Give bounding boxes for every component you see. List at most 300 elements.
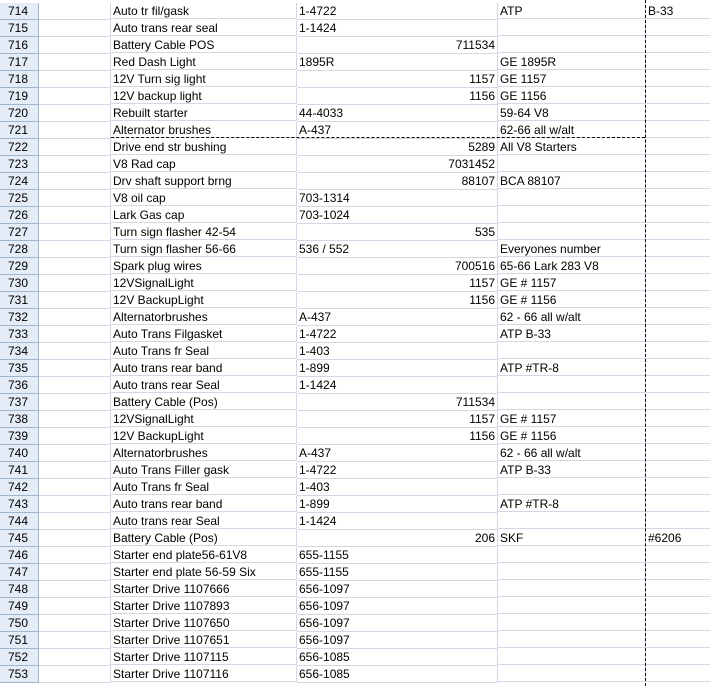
cell-a[interactable] xyxy=(39,445,111,462)
cell-cross-reference[interactable] xyxy=(498,615,646,631)
cell-a[interactable] xyxy=(39,479,111,496)
cell-extra[interactable] xyxy=(646,615,710,631)
cell-cross-reference[interactable]: GE # 1157 xyxy=(498,275,646,291)
cell-part-number[interactable] xyxy=(297,207,498,224)
row-header[interactable]: 746 xyxy=(0,547,39,564)
table-row xyxy=(0,496,710,513)
row-header[interactable]: 720 xyxy=(0,105,39,122)
cell-extra[interactable] xyxy=(646,224,710,240)
cell-extra[interactable] xyxy=(646,394,710,410)
cell-cross-reference[interactable] xyxy=(498,156,646,172)
row-header[interactable]: 737 xyxy=(0,394,39,411)
cell-extra[interactable] xyxy=(646,122,710,138)
cell-a[interactable] xyxy=(39,428,111,445)
cell-a[interactable] xyxy=(39,530,111,547)
cell-extra[interactable] xyxy=(646,513,710,529)
cell-extra[interactable] xyxy=(646,241,710,257)
cell-cross-reference[interactable] xyxy=(498,666,646,682)
cell-extra[interactable] xyxy=(646,190,710,206)
cell-a[interactable] xyxy=(39,258,111,275)
cell-extra[interactable] xyxy=(646,598,710,614)
cell-description[interactable]: Starter Drive 1107893 xyxy=(111,598,297,614)
row-header[interactable]: 734 xyxy=(0,343,39,360)
table-row xyxy=(0,71,710,88)
row-header[interactable]: 717 xyxy=(0,54,39,71)
cell-part-number[interactable] xyxy=(297,309,498,326)
cell-extra[interactable] xyxy=(646,139,710,155)
row-header[interactable]: 721 xyxy=(0,122,39,139)
cell-part-number[interactable] xyxy=(297,649,498,666)
part-number-value: 711534 xyxy=(455,38,495,52)
cell-description[interactable]: 12V BackupLight xyxy=(111,292,297,308)
cell-description[interactable]: Drv shaft support brng xyxy=(111,173,297,189)
table-row xyxy=(0,20,710,37)
table-row xyxy=(0,564,710,581)
cell-description[interactable]: V8 oil cap xyxy=(111,190,297,206)
cell-part-number[interactable] xyxy=(297,360,498,377)
row-header[interactable]: 730 xyxy=(0,275,39,292)
cell-description[interactable]: 12V backup light xyxy=(111,88,297,104)
cell-part-number[interactable] xyxy=(297,173,498,190)
cell-part-number[interactable] xyxy=(297,428,498,445)
row-header[interactable]: 728 xyxy=(0,241,39,258)
cell-description[interactable]: Battery Cable POS xyxy=(111,37,297,53)
cell-part-number[interactable] xyxy=(297,156,498,173)
cell-cross-reference[interactable] xyxy=(498,377,646,393)
cell-a[interactable] xyxy=(39,54,111,71)
cell-cross-reference[interactable] xyxy=(498,598,646,614)
cell-a[interactable] xyxy=(39,564,111,581)
cell-description[interactable]: 12V BackupLight xyxy=(111,428,297,444)
table-row xyxy=(0,241,710,258)
table-row xyxy=(0,156,710,173)
row-header[interactable]: 725 xyxy=(0,190,39,207)
cell-part-number[interactable] xyxy=(297,598,498,615)
cell-extra[interactable] xyxy=(646,564,710,580)
cell-a[interactable] xyxy=(39,275,111,292)
row-header[interactable]: 732 xyxy=(0,309,39,326)
cell-a[interactable] xyxy=(39,377,111,394)
row-header[interactable]: 733 xyxy=(0,326,39,343)
cell-cross-reference[interactable]: SKF xyxy=(498,530,646,546)
table-row xyxy=(0,445,710,462)
table-row xyxy=(0,37,710,54)
part-number-text xyxy=(297,140,299,154)
cell-a[interactable] xyxy=(39,122,111,139)
part-number-text: A-437 xyxy=(299,446,332,460)
cell-a[interactable] xyxy=(39,581,111,598)
cell-cross-reference[interactable]: GE 1895R xyxy=(498,54,646,70)
row-header[interactable]: 727 xyxy=(0,224,39,241)
cell-cross-reference[interactable] xyxy=(498,649,646,665)
cell-a[interactable] xyxy=(39,71,111,88)
part-number-text: 1-403 xyxy=(299,480,330,494)
cell-description[interactable]: Turn sign flasher 42-54 xyxy=(111,224,297,240)
cell-extra[interactable] xyxy=(646,156,710,172)
row-header[interactable]: 714 xyxy=(0,3,39,20)
cell-description[interactable]: Auto Trans fr Seal xyxy=(111,479,297,495)
cell-a[interactable] xyxy=(39,496,111,513)
row-header[interactable]: 716 xyxy=(0,37,39,54)
cell-part-number[interactable] xyxy=(297,377,498,394)
cell-extra[interactable] xyxy=(646,326,710,342)
cell-part-number[interactable] xyxy=(297,20,498,37)
cell-description[interactable]: Rebuilt starter xyxy=(111,105,297,121)
cell-part-number[interactable] xyxy=(297,411,498,428)
cell-a[interactable] xyxy=(39,173,111,190)
cell-cross-reference[interactable]: 65-66 Lark 283 V8 xyxy=(498,258,646,274)
cell-a[interactable] xyxy=(39,343,111,360)
table-row xyxy=(0,479,710,496)
cell-description[interactable]: Alternatorbrushes xyxy=(111,445,297,461)
part-number-text xyxy=(297,531,299,545)
cell-part-number[interactable] xyxy=(297,581,498,598)
cell-a[interactable] xyxy=(39,649,111,666)
cell-extra[interactable] xyxy=(646,411,710,427)
table-row xyxy=(0,224,710,241)
cell-extra[interactable] xyxy=(646,258,710,274)
cell-part-number[interactable] xyxy=(297,632,498,649)
row-header[interactable]: 724 xyxy=(0,173,39,190)
cell-a[interactable] xyxy=(39,241,111,258)
part-number-text xyxy=(297,412,299,426)
cell-description[interactable]: Starter Drive 1107651 xyxy=(111,632,297,648)
cell-description[interactable]: V8 Rad cap xyxy=(111,156,297,172)
row-header[interactable]: 744 xyxy=(0,513,39,530)
cell-description[interactable]: Auto tr fil/gask xyxy=(111,3,297,19)
cell-cross-reference[interactable]: ATP #TR-8 xyxy=(498,360,646,376)
cell-part-number[interactable] xyxy=(297,275,498,292)
cell-extra[interactable] xyxy=(646,496,710,512)
row-header[interactable]: 715 xyxy=(0,20,39,37)
cell-a[interactable] xyxy=(39,292,111,309)
cell-extra[interactable] xyxy=(646,20,710,36)
part-number-value: 88107 xyxy=(461,174,495,188)
part-number-text xyxy=(297,72,299,86)
cell-extra[interactable] xyxy=(646,479,710,495)
part-number-text: 655-1155 xyxy=(299,548,349,562)
part-number-text: 1-1424 xyxy=(299,378,337,392)
cell-a[interactable] xyxy=(39,666,111,683)
cell-a[interactable] xyxy=(39,207,111,224)
cell-cross-reference[interactable] xyxy=(498,343,646,359)
row-header[interactable]: 735 xyxy=(0,360,39,377)
cell-extra[interactable] xyxy=(646,377,710,393)
row-header[interactable]: 723 xyxy=(0,156,39,173)
row-header[interactable]: 747 xyxy=(0,564,39,581)
cell-a[interactable] xyxy=(39,105,111,122)
part-number-text: 656-1097 xyxy=(299,633,350,647)
part-number-value: 1157 xyxy=(469,276,495,290)
cell-cross-reference[interactable] xyxy=(498,547,646,563)
part-number-text: 1-1424 xyxy=(299,514,337,528)
cell-part-number[interactable] xyxy=(297,547,498,564)
cell-cross-reference[interactable]: 62 - 66 all w/alt xyxy=(498,309,646,325)
cell-description[interactable]: Spark plug wires xyxy=(111,258,297,274)
cell-part-number[interactable] xyxy=(297,326,498,343)
cell-extra[interactable] xyxy=(646,275,710,291)
cell-description[interactable]: Battery Cable (Pos) xyxy=(111,530,297,546)
cell-a[interactable] xyxy=(39,309,111,326)
cell-a[interactable] xyxy=(39,598,111,615)
part-number-text xyxy=(297,157,299,171)
cell-extra[interactable]: #6206 xyxy=(646,530,710,546)
cell-cross-reference[interactable]: ATP B-33 xyxy=(498,326,646,342)
cell-extra[interactable] xyxy=(646,649,710,665)
table-row xyxy=(0,581,710,598)
cell-description[interactable]: Alternatorbrushes xyxy=(111,309,297,325)
cell-description[interactable]: Auto Trans Filgasket xyxy=(111,326,297,342)
cell-part-number[interactable] xyxy=(297,666,498,683)
cell-part-number[interactable] xyxy=(297,105,498,122)
cell-part-number[interactable] xyxy=(297,462,498,479)
cell-description[interactable]: Auto trans rear band xyxy=(111,360,297,376)
page-break-horizontal xyxy=(111,137,645,138)
cell-cross-reference[interactable] xyxy=(498,20,646,36)
cell-a[interactable] xyxy=(39,156,111,173)
cell-extra[interactable] xyxy=(646,105,710,121)
part-number-text: 44-4033 xyxy=(299,106,344,120)
part-number-value: 535 xyxy=(474,225,495,239)
row-header[interactable]: 726 xyxy=(0,207,39,224)
cell-cross-reference[interactable] xyxy=(498,190,646,206)
cell-a[interactable] xyxy=(39,326,111,343)
cell-a[interactable] xyxy=(39,190,111,207)
cell-cross-reference[interactable]: ATP #TR-8 xyxy=(498,496,646,512)
cell-cross-reference[interactable]: Everyones number xyxy=(498,241,646,257)
cell-a[interactable] xyxy=(39,547,111,564)
row-header[interactable]: 718 xyxy=(0,71,39,88)
cell-a[interactable] xyxy=(39,411,111,428)
table-row xyxy=(0,326,710,343)
cell-cross-reference[interactable] xyxy=(498,479,646,495)
cell-part-number[interactable] xyxy=(297,564,498,581)
row-header[interactable]: 729 xyxy=(0,258,39,275)
cell-part-number[interactable] xyxy=(297,3,498,20)
cell-description[interactable]: Auto trans rear Seal xyxy=(111,513,297,529)
cell-cross-reference[interactable]: ATP xyxy=(498,3,646,19)
table-row xyxy=(0,88,710,105)
table-row xyxy=(0,292,710,309)
table-row xyxy=(0,275,710,292)
cell-extra[interactable] xyxy=(646,173,710,189)
cell-a[interactable] xyxy=(39,513,111,530)
part-number-text xyxy=(297,395,299,409)
cell-cross-reference[interactable] xyxy=(498,394,646,410)
cell-cross-reference[interactable] xyxy=(498,37,646,53)
part-number-value: 711534 xyxy=(455,395,495,409)
row-header[interactable]: 741 xyxy=(0,462,39,479)
row-header[interactable]: 743 xyxy=(0,496,39,513)
cell-description[interactable]: Starter end plate56-61V8 xyxy=(111,547,297,563)
part-number-text: 656-1097 xyxy=(299,582,350,596)
cell-extra[interactable] xyxy=(646,581,710,597)
row-header[interactable]: 748 xyxy=(0,581,39,598)
cell-extra[interactable] xyxy=(646,207,710,223)
cell-part-number[interactable] xyxy=(297,139,498,156)
cell-description[interactable]: Auto trans rear seal xyxy=(111,20,297,36)
cell-part-number[interactable] xyxy=(297,530,498,547)
table-row xyxy=(0,428,710,445)
cell-description[interactable]: Drive end str bushing xyxy=(111,139,297,155)
row-header[interactable]: 751 xyxy=(0,632,39,649)
cell-cross-reference[interactable] xyxy=(498,581,646,597)
cell-description[interactable]: Alternator brushes xyxy=(111,122,297,138)
cell-part-number[interactable] xyxy=(297,224,498,241)
cell-a[interactable] xyxy=(39,139,111,156)
table-row xyxy=(0,377,710,394)
cell-a[interactable] xyxy=(39,394,111,411)
cell-part-number[interactable] xyxy=(297,241,498,258)
cell-part-number[interactable] xyxy=(297,479,498,496)
row-header[interactable]: 739 xyxy=(0,428,39,445)
cell-description[interactable]: Starter Drive 1107650 xyxy=(111,615,297,631)
cell-cross-reference[interactable] xyxy=(498,513,646,529)
cell-cross-reference[interactable]: GE 1156 xyxy=(498,88,646,104)
cell-a[interactable] xyxy=(39,20,111,37)
cell-description[interactable]: Auto trans rear Seal xyxy=(111,377,297,393)
row-header[interactable]: 731 xyxy=(0,292,39,309)
part-number-text xyxy=(297,276,299,290)
cell-cross-reference[interactable]: GE 1157 xyxy=(498,71,646,87)
table-row xyxy=(0,54,710,71)
cell-a[interactable] xyxy=(39,462,111,479)
part-number-text xyxy=(297,259,299,273)
part-number-text: 1-899 xyxy=(299,497,330,511)
cell-part-number[interactable] xyxy=(297,445,498,462)
cell-description[interactable]: 12VSignalLight xyxy=(111,275,297,291)
cell-cross-reference[interactable]: ATP B-33 xyxy=(498,462,646,478)
part-number-text: A-437 xyxy=(299,123,332,137)
cell-extra[interactable] xyxy=(646,54,710,70)
row-header[interactable]: 738 xyxy=(0,411,39,428)
row-header[interactable]: 752 xyxy=(0,649,39,666)
cell-description[interactable]: Lark Gas cap xyxy=(111,207,297,223)
cell-a[interactable] xyxy=(39,360,111,377)
cell-extra[interactable] xyxy=(646,632,710,648)
part-number-text: 656-1085 xyxy=(299,667,350,681)
cell-description[interactable]: Starter Drive 1107116 xyxy=(111,666,297,682)
cell-cross-reference[interactable]: BCA 88107 xyxy=(498,173,646,189)
cell-part-number[interactable] xyxy=(297,394,498,411)
cell-part-number[interactable] xyxy=(297,54,498,71)
row-header[interactable]: 722 xyxy=(0,139,39,156)
cell-description[interactable]: Starter Drive 1107115 xyxy=(111,649,297,665)
part-number-text: 656-1097 xyxy=(299,616,350,630)
cell-description[interactable]: Auto Trans fr Seal xyxy=(111,343,297,359)
part-number-text: 703-1024 xyxy=(299,208,350,222)
cell-description[interactable]: 12V Turn sig light xyxy=(111,71,297,87)
part-number-text xyxy=(297,38,299,52)
cell-extra[interactable] xyxy=(646,666,710,682)
row-header[interactable]: 736 xyxy=(0,377,39,394)
cell-description[interactable]: Battery Cable (Pos) xyxy=(111,394,297,410)
cell-a[interactable] xyxy=(39,88,111,105)
cell-extra[interactable] xyxy=(646,547,710,563)
cell-cross-reference[interactable] xyxy=(498,564,646,580)
cell-a[interactable] xyxy=(39,615,111,632)
cell-extra[interactable] xyxy=(646,360,710,376)
cell-a[interactable] xyxy=(39,224,111,241)
cell-extra[interactable] xyxy=(646,428,710,444)
row-header[interactable]: 749 xyxy=(0,598,39,615)
table-row xyxy=(0,207,710,224)
cell-cross-reference[interactable]: GE # 1156 xyxy=(498,292,646,308)
cell-cross-reference[interactable]: 59-64 V8 xyxy=(498,105,646,121)
cell-a[interactable] xyxy=(39,37,111,54)
row-header[interactable]: 742 xyxy=(0,479,39,496)
cell-part-number[interactable] xyxy=(297,88,498,105)
table-row xyxy=(0,513,710,530)
cell-part-number[interactable] xyxy=(297,496,498,513)
cell-part-number[interactable] xyxy=(297,37,498,54)
table-row xyxy=(0,615,710,632)
cell-cross-reference[interactable]: All V8 Starters xyxy=(498,139,646,155)
cell-part-number[interactable] xyxy=(297,71,498,88)
cell-extra[interactable] xyxy=(646,445,710,461)
cell-cross-reference[interactable]: 62 - 66 all w/alt xyxy=(498,445,646,461)
part-number-value: 5289 xyxy=(468,140,495,154)
row-header[interactable]: 745 xyxy=(0,530,39,547)
cell-description[interactable]: Red Dash Light xyxy=(111,54,297,70)
cell-part-number[interactable] xyxy=(297,292,498,309)
cell-cross-reference[interactable] xyxy=(498,224,646,240)
part-number-value: 700516 xyxy=(454,259,495,273)
cell-extra[interactable] xyxy=(646,71,710,87)
part-number-text: 1-4722 xyxy=(299,463,337,477)
part-number-text xyxy=(297,429,299,443)
cell-extra[interactable] xyxy=(646,462,710,478)
cell-cross-reference[interactable] xyxy=(498,207,646,223)
cell-extra[interactable]: B-33 xyxy=(646,3,710,19)
table-row xyxy=(0,530,710,547)
cell-description[interactable]: Auto trans rear band xyxy=(111,496,297,512)
cell-extra[interactable] xyxy=(646,343,710,359)
cell-description[interactable]: Starter end plate 56-59 Six xyxy=(111,564,297,580)
table-row xyxy=(0,139,710,156)
table-row xyxy=(0,360,710,377)
row-header[interactable]: 719 xyxy=(0,88,39,105)
cell-description[interactable]: Turn sign flasher 56-66 xyxy=(111,241,297,257)
cell-cross-reference[interactable] xyxy=(498,632,646,648)
cell-description[interactable]: Starter Drive 1107666 xyxy=(111,581,297,597)
row-header[interactable]: 750 xyxy=(0,615,39,632)
cell-part-number[interactable] xyxy=(297,513,498,530)
table-row xyxy=(0,309,710,326)
cell-cross-reference[interactable]: 62-66 all w/alt xyxy=(498,122,646,138)
cell-a[interactable] xyxy=(39,3,111,20)
cell-extra[interactable] xyxy=(646,88,710,104)
part-number-text: 1895R xyxy=(299,55,335,69)
cell-part-number[interactable] xyxy=(297,343,498,360)
cell-part-number[interactable] xyxy=(297,190,498,207)
cell-cross-reference[interactable]: GE # 1157 xyxy=(498,411,646,427)
part-number-text: 1-899 xyxy=(299,361,330,375)
cell-a[interactable] xyxy=(39,632,111,649)
row-header[interactable]: 753 xyxy=(0,666,39,683)
cell-extra[interactable] xyxy=(646,309,710,325)
part-number-text: 703-1314 xyxy=(299,191,350,205)
row-header[interactable]: 740 xyxy=(0,445,39,462)
cell-extra[interactable] xyxy=(646,292,710,308)
table-row xyxy=(0,632,710,649)
cell-description[interactable]: 12VSignalLight xyxy=(111,411,297,427)
cell-extra[interactable] xyxy=(646,37,710,53)
cell-part-number[interactable] xyxy=(297,258,498,275)
cell-description[interactable]: Auto Trans Filler gask xyxy=(111,462,297,478)
cell-part-number[interactable] xyxy=(297,615,498,632)
cell-cross-reference[interactable]: GE # 1156 xyxy=(498,428,646,444)
